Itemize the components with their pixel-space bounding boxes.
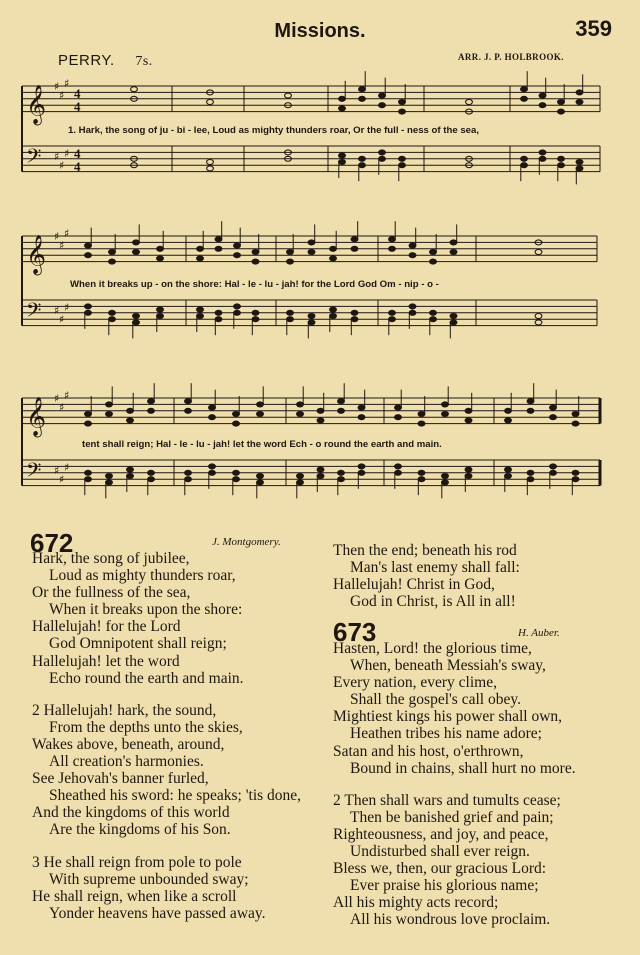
hymn-line: See Jehovah's banner furled,	[32, 770, 209, 788]
note-head	[133, 314, 140, 319]
sharp-icon: ♯	[64, 227, 70, 240]
note-head	[127, 418, 134, 423]
note-head	[395, 415, 402, 420]
note-head	[395, 464, 402, 469]
note-head	[399, 163, 406, 168]
note-head	[157, 307, 164, 312]
note-head	[317, 474, 324, 479]
hymn-line: Ever praise his glorious name;	[350, 877, 539, 895]
note-head	[209, 470, 216, 475]
note-head	[550, 464, 557, 469]
note-head	[106, 480, 113, 485]
note-head	[430, 310, 437, 315]
note-head	[550, 470, 557, 475]
note-head	[399, 100, 406, 105]
hymn-line: Hark, the song of jubilee,	[32, 550, 190, 567]
note-head	[308, 320, 315, 325]
note-head	[234, 253, 241, 258]
note-head	[308, 240, 315, 245]
sharp-icon: ♯	[64, 461, 70, 474]
note-head	[539, 150, 546, 155]
note-head	[338, 470, 345, 475]
note-head	[338, 477, 345, 482]
note-head	[389, 237, 396, 242]
note-head	[505, 408, 512, 413]
note-head	[215, 246, 222, 251]
note-head	[109, 310, 116, 315]
hymn-number-672: 672	[30, 528, 74, 558]
hymn-line: Bound in chains, shall hurt no more.	[350, 759, 576, 777]
hymn-line: Hallelujah! Christ in God,	[333, 576, 495, 594]
note-head	[505, 474, 512, 479]
note-head	[359, 96, 366, 101]
note-head	[338, 408, 345, 413]
sharp-icon: ♯	[59, 239, 65, 252]
hymn-line: Heathen tribes his name adore;	[350, 725, 542, 743]
tune-meter: 7s.	[135, 54, 153, 69]
note-head	[297, 480, 304, 485]
note-head	[389, 246, 396, 251]
note-head	[133, 320, 140, 325]
hymn-line: From the depths unto the skies,	[49, 718, 243, 736]
hymn-line: All creation's harmonies.	[49, 753, 204, 771]
note-head	[527, 408, 534, 413]
note-head	[185, 408, 192, 413]
note-head	[358, 405, 365, 410]
hymn-line: God Omnipotent shall reign;	[49, 635, 227, 653]
note-head	[379, 103, 386, 108]
note-head	[330, 246, 337, 251]
note-head	[207, 100, 214, 105]
note-head	[389, 317, 396, 322]
hymn-line: Are the kingdoms of his Son.	[49, 821, 231, 839]
bass-clef-icon: 𝄢	[26, 144, 42, 173]
note-head	[535, 314, 542, 319]
hymn-line: Hallelujah! let the word	[32, 652, 180, 670]
note-head	[505, 467, 512, 472]
note-head	[215, 317, 222, 322]
note-head	[234, 243, 241, 248]
note-head	[558, 109, 565, 114]
note-head	[185, 399, 192, 404]
note-head	[127, 408, 134, 413]
note-head	[418, 421, 425, 426]
note-head	[430, 250, 437, 255]
note-head	[339, 106, 346, 111]
sharp-icon: ♯	[64, 389, 70, 402]
note-head	[157, 256, 164, 261]
sharp-icon: ♯	[64, 77, 70, 90]
note-head	[106, 474, 113, 479]
hymn-line: 3 He shall reign from pole to pole	[32, 853, 242, 871]
note-head	[450, 314, 457, 319]
sharp-icon: ♯	[54, 150, 60, 163]
hymn-author-672: J. Montgomery.	[212, 536, 281, 548]
note-head	[157, 246, 164, 251]
hymn-line: Man's last enemy shall fall:	[350, 559, 520, 577]
note-head	[399, 109, 406, 114]
note-head	[558, 163, 565, 168]
stanza-break	[32, 687, 301, 702]
note-head	[572, 412, 579, 417]
note-head	[442, 402, 449, 407]
note-head	[252, 317, 259, 322]
note-head	[409, 310, 416, 315]
note-head	[550, 415, 557, 420]
note-head	[358, 470, 365, 475]
note-head	[330, 256, 337, 261]
note-head	[317, 408, 324, 413]
hymn-line: Hallelujah! for the Lord	[32, 618, 181, 636]
time-signature-top: 4	[74, 146, 81, 161]
hymn-line: Echo round the earth and main.	[49, 669, 244, 687]
note-head	[379, 150, 386, 155]
sharp-icon: ♯	[54, 464, 60, 477]
note-head	[576, 100, 583, 105]
note-head	[297, 474, 304, 479]
note-head	[465, 418, 472, 423]
note-head	[207, 160, 214, 165]
tune-name: PERRY.	[58, 52, 115, 69]
sharp-icon: ♯	[59, 159, 65, 172]
note-head	[576, 166, 583, 171]
hymn-line: Then be banished grief and pain;	[350, 808, 554, 826]
hymn-line: When, beneath Messiah's sway,	[350, 657, 546, 675]
note-head	[539, 103, 546, 108]
note-head	[197, 256, 204, 261]
note-head	[197, 307, 204, 312]
note-head	[572, 470, 579, 475]
note-head	[572, 477, 579, 482]
note-head	[85, 477, 92, 482]
hymn-line: Sheathed his sword: he speaks; 'tis done,	[49, 787, 302, 805]
sharp-icon: ♯	[59, 313, 65, 326]
note-head	[109, 250, 116, 255]
note-head	[148, 470, 155, 475]
note-head	[85, 470, 92, 475]
note-head	[442, 474, 449, 479]
note-head	[85, 253, 92, 258]
hymn-line: 2 Hallelujah! hark, the sound,	[32, 701, 217, 719]
note-head	[234, 310, 241, 315]
note-head	[85, 304, 92, 309]
note-head	[234, 304, 241, 309]
note-head	[257, 480, 264, 485]
sharp-icon: ♯	[54, 230, 60, 243]
note-head	[85, 310, 92, 315]
note-head	[389, 310, 396, 315]
note-head	[207, 166, 214, 171]
note-head	[127, 474, 134, 479]
sharp-icon: ♯	[54, 304, 60, 317]
note-head	[539, 156, 546, 161]
note-head	[521, 156, 528, 161]
hymn-author-673: H. Auber.	[518, 627, 560, 639]
note-head	[527, 477, 534, 482]
note-head	[418, 470, 425, 475]
hymn-line: Then the end; beneath his rod	[333, 542, 517, 559]
note-head	[395, 405, 402, 410]
hymn-line: Loud as mighty thunders roar,	[49, 567, 236, 585]
note-head	[330, 314, 337, 319]
hymn-line: All his wondrous love proclaim.	[350, 911, 551, 929]
treble-clef-icon: 𝄞	[26, 84, 47, 125]
note-head	[535, 250, 542, 255]
time-signature-bottom: 4	[74, 99, 81, 114]
note-head	[297, 412, 304, 417]
hymn-672-text	[32, 550, 301, 922]
note-head	[418, 477, 425, 482]
note-head	[330, 307, 337, 312]
note-head	[576, 160, 583, 165]
note-head	[317, 467, 324, 472]
sharp-icon: ♯	[59, 401, 65, 414]
hymn-number-673: 673	[333, 617, 377, 647]
hymn-line: Shall the gospel's call obey.	[350, 691, 521, 709]
note-head	[409, 304, 416, 309]
note-head	[450, 320, 457, 325]
note-head	[409, 253, 416, 258]
note-head	[233, 477, 240, 482]
time-signature-bottom: 4	[74, 159, 81, 174]
note-head	[550, 405, 557, 410]
note-head	[521, 163, 528, 168]
note-head	[109, 317, 116, 322]
note-head	[358, 464, 365, 469]
note-head	[233, 412, 240, 417]
hymn-line: Yonder heavens have passed away.	[49, 904, 266, 922]
note-head	[252, 250, 259, 255]
stanza-break	[333, 777, 576, 792]
note-head	[197, 246, 204, 251]
note-head	[399, 156, 406, 161]
note-head	[133, 250, 140, 255]
note-head	[351, 237, 358, 242]
note-head	[418, 412, 425, 417]
hymn-line: Mightiest kings his power shall own,	[333, 708, 563, 726]
note-head	[287, 317, 294, 322]
sharp-icon: ♯	[54, 80, 60, 93]
note-head	[127, 467, 134, 472]
hymn-672-continuation	[333, 542, 520, 610]
note-head	[287, 250, 294, 255]
note-head	[131, 87, 138, 92]
note-head	[252, 259, 259, 264]
hymn-line: All his mighty acts record;	[333, 894, 499, 912]
hymn-line: Undisturbed shall ever reign.	[350, 843, 530, 861]
note-head	[339, 160, 346, 165]
note-head	[209, 464, 216, 469]
sharp-icon: ♯	[64, 147, 70, 160]
note-head	[257, 402, 264, 407]
note-head	[252, 310, 259, 315]
note-head	[359, 87, 366, 92]
note-head	[450, 250, 457, 255]
hymn-line: With supreme unbounded sway;	[49, 870, 249, 888]
note-head	[215, 237, 222, 242]
bass-clef-icon: 𝄢	[26, 298, 42, 327]
note-head	[442, 412, 449, 417]
note-head	[339, 96, 346, 101]
note-head	[339, 153, 346, 158]
note-head	[133, 240, 140, 245]
note-head	[233, 470, 240, 475]
note-head	[430, 317, 437, 322]
section-title: Missions.	[274, 20, 366, 42]
hymn-line: 2 Then shall wars and tumults cease;	[333, 791, 561, 809]
music-lyric-line-1: 1. Hark, the song of ju - bi - lee, Loud as mighty thunders roar, Or the full - ness of the sea,	[68, 125, 479, 136]
note-head	[351, 246, 358, 251]
note-head	[539, 93, 546, 98]
note-head	[148, 399, 155, 404]
note-head	[409, 243, 416, 248]
hymn-line: When it breaks upon the shore:	[49, 601, 243, 619]
treble-clef-icon: 𝄞	[26, 234, 47, 275]
note-head	[558, 100, 565, 105]
note-head	[317, 418, 324, 423]
note-head	[148, 408, 155, 413]
note-head	[209, 405, 216, 410]
note-head	[527, 470, 534, 475]
note-head	[430, 259, 437, 264]
music-lyric-line-2: When it breaks up - on the shore: Hal - le - lu - jah! for the Lord God Om - nip - o -	[70, 279, 439, 290]
note-head	[466, 100, 473, 105]
note-head	[450, 240, 457, 245]
hymn-line: God in Christ, is All in all!	[350, 593, 516, 611]
time-signature-top: 4	[74, 86, 81, 101]
note-head	[379, 156, 386, 161]
hymn-line: Satan and his host, o'erthrown,	[333, 742, 524, 760]
note-head	[576, 90, 583, 95]
stanza-break	[32, 839, 301, 854]
note-head	[442, 480, 449, 485]
hymn-line: And the kingdoms of this world	[32, 804, 230, 822]
hymn-line: Or the fullness of the sea,	[32, 584, 191, 602]
note-head	[358, 415, 365, 420]
note-head	[308, 314, 315, 319]
note-head	[338, 399, 345, 404]
note-head	[109, 259, 116, 264]
hymn-line: He shall reign, when like a scroll	[32, 887, 237, 905]
note-head	[465, 408, 472, 413]
note-head	[148, 477, 155, 482]
sharp-icon: ♯	[59, 89, 65, 102]
hymn-673-text	[333, 640, 576, 929]
hymn-line: Bless we, then, our gracious Lord:	[333, 860, 547, 878]
treble-clef-icon: 𝄞	[26, 396, 47, 437]
page-number: 359	[575, 16, 612, 41]
note-head	[521, 96, 528, 101]
note-head	[197, 314, 204, 319]
note-head	[85, 412, 92, 417]
hymn-line: Every nation, every clime,	[333, 674, 497, 692]
note-head	[185, 470, 192, 475]
note-head	[185, 477, 192, 482]
note-head	[351, 317, 358, 322]
music-lyric-line-3: tent shall reign; Hal - le - lu - jah! let the word Ech - o round the earth and main.	[82, 439, 442, 450]
note-head	[359, 156, 366, 161]
note-head	[505, 418, 512, 423]
bass-clef-icon: 𝄢	[26, 458, 42, 487]
note-head	[379, 93, 386, 98]
note-head	[257, 412, 264, 417]
note-head	[558, 156, 565, 161]
note-head	[287, 259, 294, 264]
note-head	[465, 474, 472, 479]
note-head	[527, 399, 534, 404]
note-head	[257, 474, 264, 479]
note-head	[157, 314, 164, 319]
sharp-icon: ♯	[59, 473, 65, 486]
sharp-icon: ♯	[64, 301, 70, 314]
note-head	[106, 412, 113, 417]
tune-arranger: ARR. J. P. HOLBROOK.	[458, 52, 564, 62]
note-head	[535, 320, 542, 325]
note-head	[233, 421, 240, 426]
sharp-icon: ♯	[54, 392, 60, 405]
note-head	[285, 93, 292, 98]
note-head	[572, 421, 579, 426]
hymn-line: Wakes above, beneath, around,	[32, 735, 225, 753]
note-head	[85, 243, 92, 248]
note-head	[106, 402, 113, 407]
hymn-line: Hasten, Lord! the glorious time,	[333, 640, 532, 657]
note-head	[359, 163, 366, 168]
note-head	[395, 470, 402, 475]
hymn-line: Righteousness, and joy, and peace,	[333, 825, 549, 843]
note-head	[351, 310, 358, 315]
note-head	[521, 87, 528, 92]
note-head	[85, 421, 92, 426]
note-head	[215, 310, 222, 315]
note-head	[287, 310, 294, 315]
note-head	[209, 415, 216, 420]
note-head	[297, 402, 304, 407]
note-head	[465, 467, 472, 472]
note-head	[308, 250, 315, 255]
